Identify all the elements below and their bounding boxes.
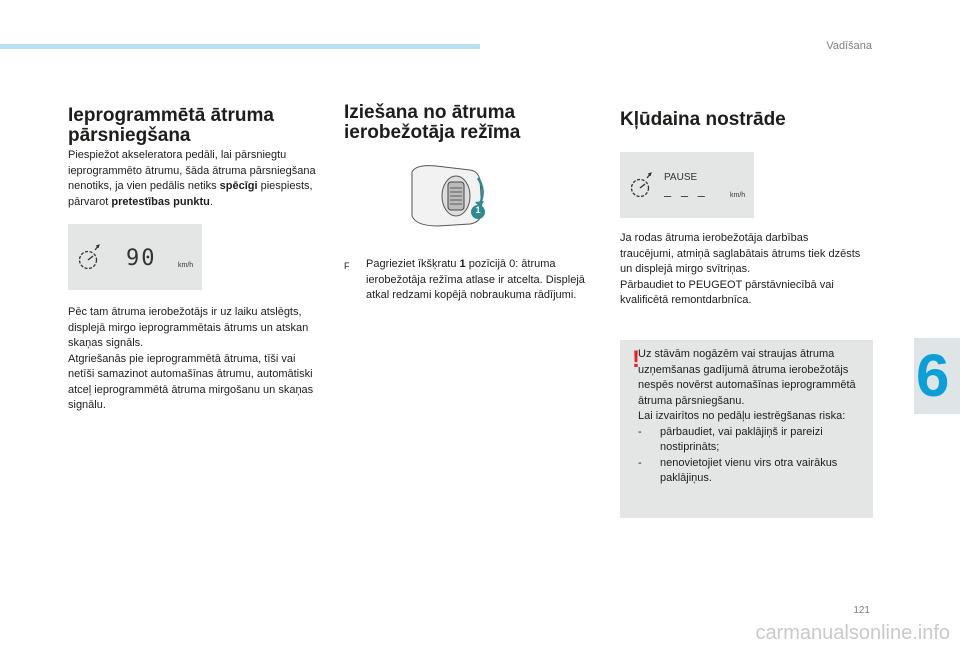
text-run: Pārbaudiet to PEUGEOT pārstāvniecībā vai kvalificētā remontdarbnīca. <box>620 278 834 306</box>
lcd-status: PAUSE <box>664 172 698 183</box>
paragraph-malfunction <box>620 231 865 309</box>
paragraph-limiter-disengaged <box>68 305 316 414</box>
text-run: Uz stāvām nogāzēm vai straujas ātruma uzņemšanas gadījumā ātruma ierobežotājs nespēs novērst automašīnas ieprogrammētā ātruma pārsniegšanu. <box>638 348 856 407</box>
paragraph-exceed-intro <box>68 148 316 210</box>
steering-thumbwheel-icon <box>408 160 508 232</box>
warning-text <box>638 347 866 487</box>
callout-number: 1 <box>475 205 481 215</box>
text-run: Piespiežot akseleratora pedāli, lai pārsniegtu ieprogrammēto ātrumu, šāda ātruma pārsniegšana nenotiks, ja vien pedālis netiks <box>68 149 316 192</box>
dash-marker: - <box>638 425 642 438</box>
chapter-number: 6 <box>916 342 950 409</box>
text-bold: 1 <box>459 258 466 270</box>
page-number: 121 <box>853 605 870 616</box>
thumbwheel-illustration <box>408 160 508 232</box>
heading-line-1: Ieprogrammētā ātruma <box>68 105 274 126</box>
display-pause <box>620 152 754 218</box>
bullet-turn-thumbwheel <box>344 257 594 304</box>
lcd-speed-value: 90 <box>126 246 157 271</box>
lcd-unit: km/h <box>730 192 746 199</box>
heading-malfunction: Kļūdaina nostrāde <box>620 109 786 130</box>
text-run: Atgriešanās pie ieprogrammētā ātruma, tīši vai netīši samazinot automašīnas ātrumu, automātiski atceļ ieprogrammētā ātruma mirgošanu un skaņas signālu. <box>68 352 314 411</box>
text-bold: pretestības punktu <box>111 195 210 208</box>
bullet-marker: F <box>344 261 350 271</box>
list-item-text: pārbaudiet, vai paklājiņš ir pareizi nostiprināts; <box>660 425 823 453</box>
heading-line-2: pārsniegšana <box>68 125 191 146</box>
heading-line-1: Iziešana no ātruma <box>344 102 516 123</box>
speedometer-icon <box>620 152 754 218</box>
warning-box <box>620 340 873 518</box>
text-run: Pagrieziet īkšķratu <box>366 258 460 270</box>
display-speed-90 <box>68 224 202 290</box>
lcd-dashes: – – – <box>664 188 708 203</box>
lcd-unit: km/h <box>178 262 194 269</box>
text-run: Pēc tam ātruma ierobežotājs ir uz laiku atslēgts, displejā mirgo ieprogrammētais ātrums un atskan skaņas signāls. <box>68 306 309 349</box>
heading-exit-limiter-mode <box>344 103 584 143</box>
text-run: . <box>209 195 213 208</box>
warning-icon: ! <box>632 346 640 373</box>
list-item-text: nenovietojiet vienu virs otra vairākus paklājiņus. <box>660 456 838 484</box>
text-run: Lai izvairītos no pedāļu iestrēgšanas riska: <box>638 410 846 422</box>
heading-programmed-speed-exceeding <box>68 106 308 146</box>
top-accent-bar <box>0 44 480 49</box>
watermark: carmanualsonline.info <box>755 622 950 644</box>
list-item <box>638 425 866 456</box>
text-run: Ja rodas ātruma ierobežotāja darbības traucējumi, atmiņā saglabātais ātrums tiek dzēsts un displejā mirgo svītriņas. <box>620 232 861 275</box>
text-bold: spēcīgi <box>219 180 258 192</box>
section-label: Vadīšana <box>826 40 872 52</box>
text-run: piespiests, pārvarot <box>68 180 313 208</box>
list-item <box>638 456 866 487</box>
heading-line-2: ierobežotāja režīma <box>344 122 521 143</box>
text-run: pozīcijā 0: ātruma ierobežotāja režīma atlase ir atcelta. Displejā atkal redzami kopējā nobraukuma rādījumi. <box>366 258 585 301</box>
dash-marker: - <box>638 456 642 469</box>
chapter-tab <box>914 338 960 414</box>
